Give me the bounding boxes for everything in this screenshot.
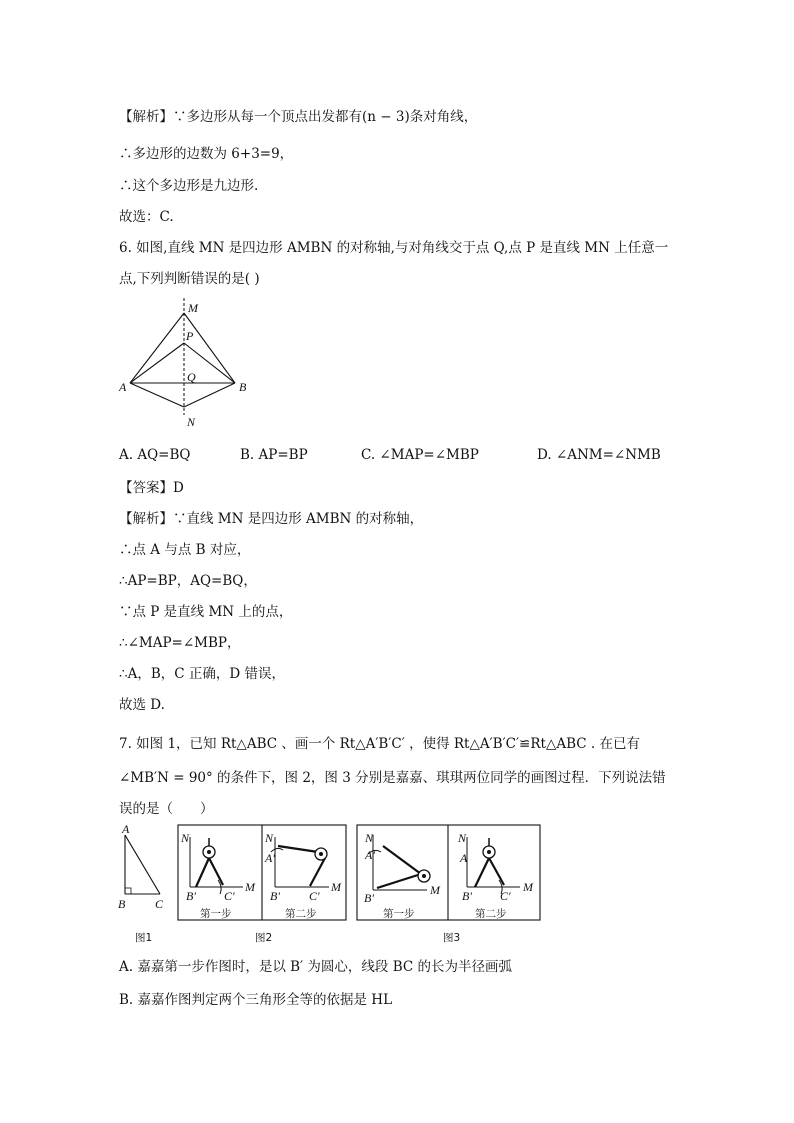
svg-text:B′: B′ xyxy=(462,889,472,903)
svg-text:N: N xyxy=(365,831,374,845)
label-b: B xyxy=(239,380,247,394)
analysis-line-3: ∴AP=BP，AQ=BQ， xyxy=(119,573,257,589)
analysis-line-7: 故选 D. xyxy=(119,697,165,713)
svg-text:M: M xyxy=(523,880,533,894)
svg-text:B: B xyxy=(118,897,126,911)
fig3-caption: 图3 xyxy=(443,932,461,944)
svg-text:N: N xyxy=(265,831,274,845)
svg-text:C′: C′ xyxy=(500,889,511,903)
analysis-line-5: ∴∠MAP=∠MBP， xyxy=(119,635,241,651)
solution-line-1: 【解析】∵多边形从每一个顶点出发都有(n − 3)条对角线， xyxy=(119,109,478,125)
q7-option-a: A. 嘉嘉第一步作图时，是以 B′ 为圆心，线段 BC 的长为半径画弧 xyxy=(119,959,512,975)
label-m: M xyxy=(188,301,198,315)
fig3-step1-label: 第一步 xyxy=(383,908,415,920)
option-a: A. AQ=BQ xyxy=(119,447,191,463)
question-7-line-1: 7. 如图 1，已知 Rt△ABC 、画一个 Rt△A′B′C′ ，使得 Rt△A′B′C′≌Rt△ABC . 在已有 xyxy=(119,736,640,752)
answer-line: 【答案】D xyxy=(119,480,184,496)
solution-line-3: ∴这个多边形是九边形. xyxy=(119,178,259,194)
q7-figures xyxy=(115,822,545,947)
svg-text:B′: B′ xyxy=(186,889,196,903)
analysis-line-1: 【解析】∵直线 MN 是四边形 AMBN 的对称轴， xyxy=(119,511,424,527)
fig2-caption: 图2 xyxy=(255,932,273,944)
svg-text:M: M xyxy=(331,880,341,894)
question-6-line-1: 6. 如图,直线 MN 是四边形 AMBN 的对称轴,与对角线交于点 Q,点 P 是直线 MN 上任意一 xyxy=(119,240,669,256)
option-b: B. AP=BP xyxy=(240,447,308,463)
fig3-step1 xyxy=(364,831,441,905)
analysis-line-6: ∴A，B，C 正确，D 错误， xyxy=(119,666,285,682)
svg-text:C: C xyxy=(155,897,164,911)
analysis-line-4: ∵点 P 是直线 MN 上的点， xyxy=(119,604,293,620)
question-6-line-2: 点,下列判断错误的是( ) xyxy=(119,271,260,287)
svg-text:B′: B′ xyxy=(270,889,280,903)
svg-text:A′: A′ xyxy=(265,851,275,865)
svg-text:A: A xyxy=(122,822,130,836)
label-q: Q xyxy=(187,370,196,384)
question-7-line-3: 误的是（ ） xyxy=(119,801,214,817)
question-7-line-2: ∠MB′N = 90° 的条件下，图 2，图 3 分别是嘉嘉、琪琪两位同学的画图过程．下列说法错 xyxy=(119,770,666,786)
q7-option-b: B. 嘉嘉作图判定两个三角形全等的依据是 HL xyxy=(119,992,393,1008)
label-p: P xyxy=(186,329,194,343)
fig1-caption: 图1 xyxy=(135,932,153,944)
svg-text:N: N xyxy=(181,831,190,845)
fig2-step2 xyxy=(264,831,342,903)
svg-text:M: M xyxy=(245,880,255,894)
fig3-step2 xyxy=(457,831,534,903)
svg-text:A: A xyxy=(460,851,468,865)
analysis-line-2: ∴点 A 与点 B 对应， xyxy=(119,542,251,558)
fig3-step2-label: 第二步 xyxy=(475,908,507,920)
label-n: N xyxy=(187,415,196,429)
solution-line-4: 故选：C. xyxy=(119,209,174,225)
label-a: A xyxy=(119,380,127,394)
svg-text:M: M xyxy=(430,883,440,897)
svg-text:C′: C′ xyxy=(309,889,320,903)
fig2-step1 xyxy=(180,831,256,903)
fig2-step2-label: 第二步 xyxy=(285,908,317,920)
solution-line-2: ∴多边形的边数为 6+3=9， xyxy=(119,146,294,162)
option-d: D. ∠ANM=∠NMB xyxy=(537,447,661,463)
option-c: C. ∠MAP=∠MBP xyxy=(361,447,479,463)
svg-text:A′: A′ xyxy=(365,848,375,862)
svg-text:B′: B′ xyxy=(364,891,374,905)
svg-text:N: N xyxy=(458,831,467,845)
fig2-step1-label: 第一步 xyxy=(200,908,232,920)
svg-text:C′: C′ xyxy=(224,889,235,903)
fig1-triangle xyxy=(118,822,164,911)
q6-figure xyxy=(115,295,265,430)
